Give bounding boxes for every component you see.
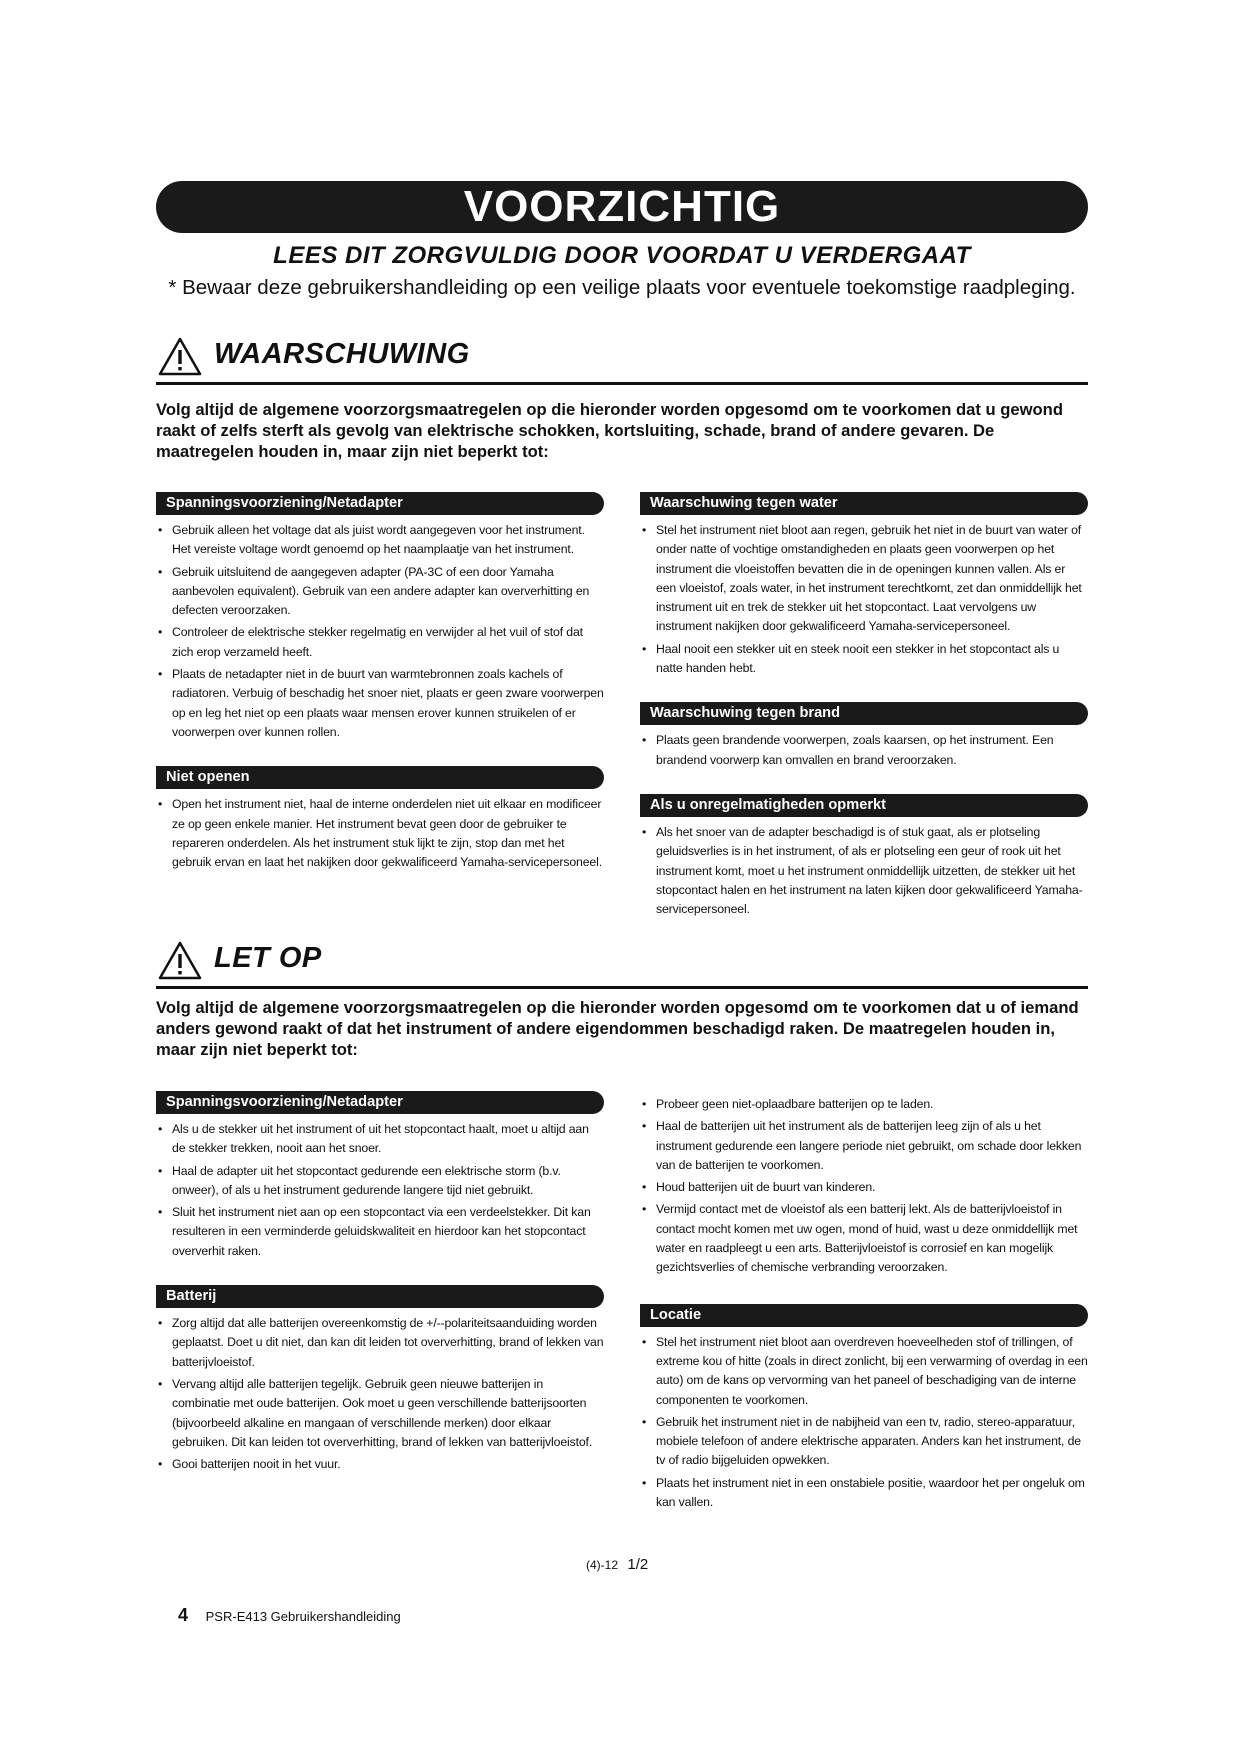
category-heading: Batterij xyxy=(156,1285,604,1308)
bullet-list xyxy=(640,823,1088,919)
warning-left-groups xyxy=(156,492,604,872)
list-item: • Gebruik het instrument niet in de nabijheid van een tv, radio, stereo-apparatuur, mobiele telefoon of andere elektrische apparaten. Anders kan het instrument, de tv of radio bijgeluiden opwekken. xyxy=(640,1413,1088,1471)
warning-left-column xyxy=(156,492,604,896)
warning-title: WAARSCHUWING xyxy=(214,338,470,370)
caution-title: LET OP xyxy=(214,942,322,974)
warning-triangle-icon xyxy=(158,336,202,376)
page xyxy=(156,0,1088,1755)
list-item: • Vermijd contact met de vloeistof als een batterij lekt. Als de batterijvloeistof in contact mocht komen met uw ogen, mond of huid, wast u deze onmiddellijk met water en raadpleegt u een arts. Batterijvloeistof is corrosief en kan mogelijk gezichtsverlies of chemische verbranding veroorzaken. xyxy=(640,1200,1088,1277)
category-heading: Spanningsvoorziening/Netadapter xyxy=(156,492,604,515)
page-number: 4 xyxy=(178,1605,189,1625)
bullet-list xyxy=(640,1333,1088,1513)
category-heading: Als u onregelmatigheden opmerkt xyxy=(640,794,1088,817)
list-item: • Stel het instrument niet bloot aan regen, gebruik het niet in de buurt van water of onder natte of vochtige omstandigheden en plaats geen voorwerpen op het instrument die vloeistoffen bevatten die in de openingen kunnen vallen. Als er een vloeistof, zoals water, in het instrument terechtkomt, zet dan onmiddellijk het instrument uit en trek de stekker uit het stopcontact. Laat vervolgens uw instrument nakijken door gekwalificeerd Yamaha-servicepersoneel. xyxy=(640,521,1088,637)
bullet-list xyxy=(156,1120,604,1261)
document-code xyxy=(586,1556,648,1573)
warning-right-column xyxy=(640,492,1088,943)
caution-header xyxy=(156,938,1088,989)
list-item: • Plaats geen brandende voorwerpen, zoals kaarsen, op het instrument. Een brandend voorwerp kan omvallen en brand veroorzaken. xyxy=(640,731,1088,770)
list-item: • Controleer de elektrische stekker regelmatig en verwijder al het vuil of stof dat zich erop verzameld heeft. xyxy=(156,623,604,662)
bullet-list xyxy=(640,731,1088,770)
list-item: • Houd batterijen uit de buurt van kinderen. xyxy=(640,1178,1088,1197)
list-item: • Open het instrument niet, haal de interne onderdelen niet uit elkaar en modificeer ze op geen enkele manier. Het instrument bevat geen door de gebruiker te repareren onderdelen. Als het instrument stuk lijkt te zijn, stop dan met het gebruik ervan en laat het nakijken door gekwalificeerd Yamaha-servicepersoneel. xyxy=(156,795,604,872)
list-item: • Sluit het instrument niet aan op een stopcontact via een verdeelstekker. Dit kan resulteren in een verminderde geluidskwaliteit en hierdoor kan het stopcontact oververhit raken. xyxy=(156,1203,604,1261)
list-item: • Probeer geen niet-oplaadbare batterijen op te laden. xyxy=(640,1095,1088,1114)
caution-right-column xyxy=(640,1095,1088,1536)
bullet-list xyxy=(640,521,1088,678)
list-item: • Zorg altijd dat alle batterijen overeenkomstig de +/--polariteitsaanduiding worden geplaatst. Doet u dit niet, dan kan dit leiden tot oververhitting, brand of lekken van batterijvloeistof. xyxy=(156,1314,604,1372)
revision-code: (4)-12 xyxy=(586,1558,619,1572)
warning-header xyxy=(156,334,1088,385)
category-heading: Niet openen xyxy=(156,766,604,789)
caution-left-column xyxy=(156,1091,604,1498)
page-title-banner: VOORZICHTIG xyxy=(156,181,1088,233)
bullet-list xyxy=(156,1314,604,1474)
category-heading: Locatie xyxy=(640,1304,1088,1327)
list-item: • Haal de adapter uit het stopcontact gedurende een elektrische storm (b.v. onweer), of als u het instrument gedurende langere tijd niet gebruikt. xyxy=(156,1162,604,1201)
warning-right-groups xyxy=(640,492,1088,919)
page-footer xyxy=(178,1605,401,1626)
manual-name: PSR-E413 Gebruikershandleiding xyxy=(205,1609,401,1624)
list-item: • Plaats de netadapter niet in de buurt van warmtebronnen zoals kachels of radiatoren. Verbuig of beschadig het snoer niet, plaats er geen zware voorwerpen op en leg het niet op een plaats waar mensen erover kunnen struikelen of er voorwerpen over kunnen rollen. xyxy=(156,665,604,742)
list-item: • Als u de stekker uit het instrument of uit het stopcontact haalt, moet u altijd aan de stekker trekken, nooit aan het snoer. xyxy=(156,1120,604,1159)
sheet-number: 1/2 xyxy=(627,1556,649,1573)
list-item: • Gebruik uitsluitend de aangegeven adapter (PA-3C of een door Yamaha aanbevolen equivalent). Gebruik van een andere adapter kan oververhitting en defecten veroorzaken. xyxy=(156,563,604,621)
category-heading: Waarschuwing tegen water xyxy=(640,492,1088,515)
list-item: • Gooi batterijen nooit in het vuur. xyxy=(156,1455,604,1474)
list-item: • Als het snoer van de adapter beschadigd is of stuk gaat, als er plotseling geluidsverlies is in het instrument, of als er plotseling een geur of rook uit het instrument komt, moet u het instrument onmiddellijk uitzetten, de stekker uit het stopcontact halen en het instrument na laten kijken door gekwalificeerd Yamaha-servicepersoneel. xyxy=(640,823,1088,919)
caution-intro: Volg altijd de algemene voorzorgsmaatregelen op die hieronder worden opgesomd om te voorkomen dat u of iemand anders gewond raakt of dat het instrument of andere eigendommen beschadigd raken. De maatregelen houden in, maar zijn niet beperkt tot: xyxy=(156,998,1079,1059)
caution-triangle-icon xyxy=(158,940,202,980)
list-item: • Haal de batterijen uit het instrument als de batterijen leeg zijn of als u het instrument gedurende een langere periode niet gebruikt, om schade door lekken van de batterijen te voorkomen. xyxy=(640,1117,1088,1175)
bullet-list xyxy=(156,795,604,872)
list-item: • Vervang altijd alle batterijen tegelijk. Gebruik geen nieuwe batterijen in combinatie met oude batterijen. Ook moet u geen verschillende batterijsoorten (bijvoorbeeld alkaline en mangaan of verschillende merken) door elkaar gebruiken. Dit kan leiden tot oververhitting, brand of lekken van batterijvloeistof. xyxy=(156,1375,604,1452)
caution-left-groups xyxy=(156,1091,604,1474)
category-heading: Spanningsvoorziening/Netadapter xyxy=(156,1091,604,1114)
list-item: • Haal nooit een stekker uit en steek nooit een stekker in het stopcontact als u natte handen hebt. xyxy=(640,640,1088,679)
keep-note: * Bewaar deze gebruikershandleiding op een veilige plaats voor eventuele toekomstige raadpleging. xyxy=(168,276,1076,299)
list-item: • Plaats het instrument niet in een onstabiele positie, waardoor het per ongeluk om kan vallen. xyxy=(640,1474,1088,1513)
warning-intro: Volg altijd de algemene voorzorgsmaatregelen op die hieronder worden opgesomd om te voorkomen dat u gewond raakt of zelfs sterft als gevolg van elektrische schokken, kortsluiting, schade, brand of andere gevaren. De maatregelen houden in, maar zijn niet beperkt tot: xyxy=(156,400,1063,461)
subtitle: LEES DIT ZORGVULDIG DOOR VOORDAT U VERDERGAAT xyxy=(273,242,971,269)
bullet-list xyxy=(156,521,604,742)
caution-battery-continued-list xyxy=(640,1095,1088,1278)
category-heading: Waarschuwing tegen brand xyxy=(640,702,1088,725)
list-item: • Stel het instrument niet bloot aan overdreven hoeveelheden stof of trillingen, of extreme kou of hitte (zoals in direct zonlicht, bij een verwarming of overdag in een auto) om de kans op vervorming van het paneel of beschadiging van de interne componenten te voorkomen. xyxy=(640,1333,1088,1410)
list-item: • Gebruik alleen het voltage dat als juist wordt aangegeven voor het instrument. Het vereiste voltage wordt genoemd op het naamplaatje van het instrument. xyxy=(156,521,604,560)
caution-right-groups xyxy=(640,1304,1088,1513)
